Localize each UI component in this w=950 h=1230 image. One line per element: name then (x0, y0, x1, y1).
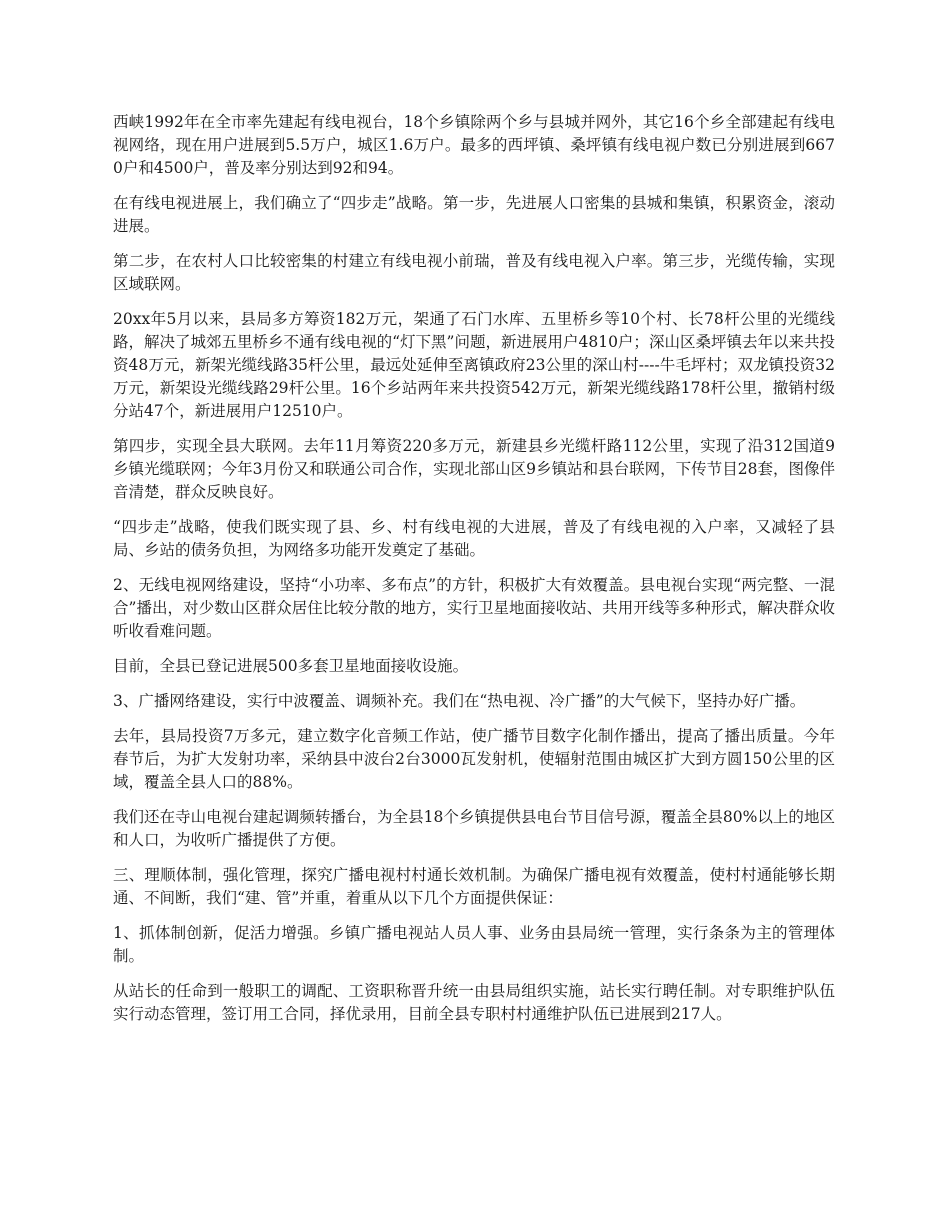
paragraph-2: 在有线电视进展上，我们确立了“四步走”战略。第一步，先进展人口密集的县城和集镇，积累资金，滚动进展。 (113, 194, 835, 235)
paragraph-9: 3、广播网络建设，实行中波覆盖、调频补充。我们在“热电视、冷广播”的大气候下，坚持办好广播。 (113, 692, 806, 710)
paragraph-11: 我们还在寺山电视台建起调频转播台，为全县18个乡镇提供县电台节目信号源，覆盖全县80%以上的地区和人口，为收听广播提供了方便。 (113, 808, 835, 849)
paragraph-4: 20xx年5月以来，县局多方筹资182万元，架通了石门水库、五里桥乡等10个村、长78杆公里的光缆线路，解决了城郊五里桥乡不通有线电视的“灯下黑”问题，新进展用户4810户；深山区桑坪镇去年以来共投资48万元，新架光缆线路35杆公里，最远处延伸至离镇政府23公里的深山村----牛毛坪村；双龙镇投资32万元，新架设光缆线路29杆公里。16个乡站两年来共投资542万元，新架光缆线路178杆公里，撤销村级分站47个，新进展用户12510户。 (113, 310, 835, 420)
paragraph-5: 第四步，实现全县大联网。去年11月筹资220多万元，新建县乡光缆杆路112公里，实现了沿312国道9乡镇光缆联网；今年3月份又和联通公司合作，实现北部山区9乡镇站和县台联网，下传节目28套，图像伴音清楚，群众反映良好。 (113, 437, 835, 501)
paragraph-3: 第二步，在农村人口比较密集的村建立有线电视小前瑞，普及有线电视入户率。第三步，光缆传输，实现区域联网。 (113, 252, 835, 293)
paragraph-6: “四步走”战略，使我们既实现了县、乡、村有线电视的大进展，普及了有线电视的入户率，又减轻了县局、乡站的债务负担，为网络多功能开发奠定了基础。 (113, 518, 835, 559)
document-body (113, 111, 835, 1038)
paragraph-13: 1、抓体制创新，促活力增强。乡镇广播电视站人员人事、业务由县局统一管理，实行条条为主的管理体制。 (113, 924, 835, 965)
paragraph-10: 去年，县局投资7万多元，建立数字化音频工作站，使广播节目数字化制作播出，提高了播出质量。今年春节后，为扩大发射功率，采纳县中波台2台3000瓦发射机，使辐射范围由城区扩大到方圆150公里的区域，覆盖全县人口的88%。 (113, 727, 835, 791)
paragraph-12: 三、理顺体制，强化管理，探究广播电视村村通长效机制。为确保广播电视有效覆盖，使村村通能够长期通、不间断，我们“建、管”并重，着重从以下几个方面提供保证： (113, 866, 835, 907)
paragraph-1: 西峡1992年在全市率先建起有线电视台，18个乡镇除两个乡与县城并网外，其它16个乡全部建起有线电视网络，现在用户进展到5.5万户，城区1.6万户。最多的西坪镇、桑坪镇有线电视户数已分别进展到6670户和4500户，普及率分别达到92和94。 (113, 113, 835, 177)
paragraph-7: 2、无线电视网络建设，坚持“小功率、多布点”的方针，积极扩大有效覆盖。县电视台实现“两完整、一混合”播出，对少数山区群众居住比较分散的地方，实行卫星地面接收站、共用开线等多种形式，解决群众收听收看难问题。 (113, 576, 835, 640)
paragraph-8: 目前，全县已登记进展500多套卫星地面接收设施。 (113, 657, 469, 675)
paragraph-14: 从站长的任命到一般职工的调配、工资职称晋升统一由县局组织实施，站长实行聘任制。对专职维护队伍实行动态管理，签订用工合同，择优录用，目前全县专职村村通维护队伍已进展到217人。 (113, 982, 835, 1023)
